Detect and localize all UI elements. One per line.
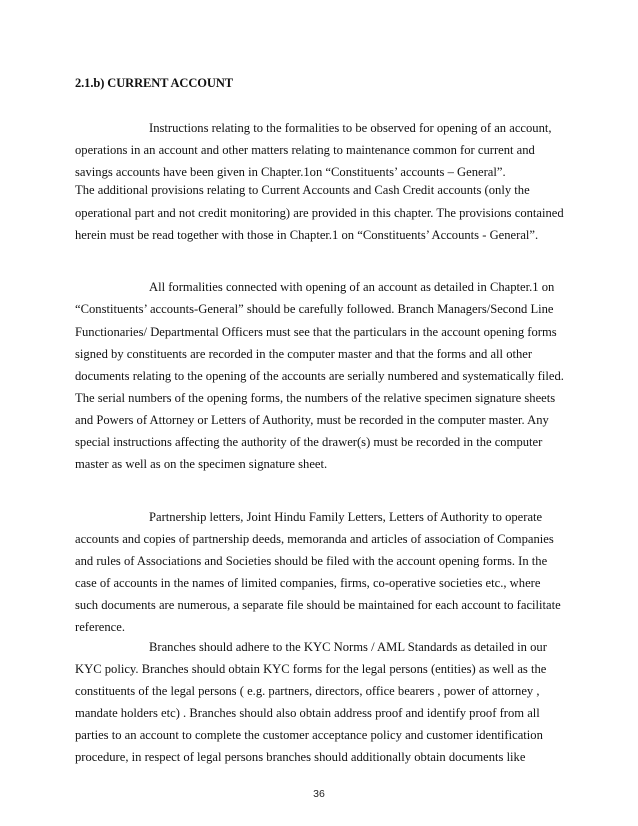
paragraph-line: The serial numbers of the opening forms, the numbers of the relative specimen signature sheets xyxy=(75,391,556,405)
paragraph-line: All formalities connected with opening of an account as detailed in Chapter.1 on xyxy=(149,280,555,294)
paragraph-line: case of accounts in the names of limited companies, firms, co-operative societies etc., where xyxy=(75,576,541,590)
page-number: 36 xyxy=(313,788,325,800)
paragraph-line: herein must be read together with those in Chapter.1 on “Constituents’ Accounts - General”. xyxy=(75,228,539,242)
paragraph-line: The additional provisions relating to Current Accounts and Cash Credit accounts (only the xyxy=(75,183,530,197)
paragraph-line: parties to an account to complete the customer acceptance policy and customer identification xyxy=(75,728,543,742)
paragraph-line: mandate holders etc) . Branches should also obtain address proof and identify proof from all xyxy=(75,706,540,720)
paragraph-line: procedure, in respect of legal persons branches should additionally obtain documents like xyxy=(75,750,526,764)
paragraph-line: “Constituents’ accounts-General” should be carefully followed. Branch Managers/Second Line xyxy=(75,302,554,316)
paragraph-line: operational part and not credit monitoring) are provided in this chapter. The provisions contained xyxy=(75,206,564,220)
paragraph-line: Partnership letters, Joint Hindu Family Letters, Letters of Authority to operate xyxy=(149,510,543,524)
paragraph-line: accounts and copies of partnership deeds, memoranda and articles of association of Companies xyxy=(75,532,554,546)
paragraph-line: documents relating to the opening of the accounts are serially numbered and systematically filed. xyxy=(75,369,564,383)
paragraph-line: Functionaries/ Departmental Officers must see that the particulars in the account opening forms xyxy=(75,325,557,339)
paragraph-line: such documents are numerous, a separate file should be maintained for each account to facilitate xyxy=(75,598,561,612)
paragraph-line: Instructions relating to the formalities to be observed for opening of an account, xyxy=(149,121,552,135)
paragraph-line: special instructions affecting the authority of the drawer(s) must be recorded in the computer xyxy=(75,435,543,449)
paragraph-line: signed by constituents are recorded in the computer master and that the forms and all other xyxy=(75,347,533,361)
paragraph-line: and rules of Associations and Societies should be filed with the account opening forms. In the xyxy=(75,554,548,568)
section-heading: 2.1.b) CURRENT ACCOUNT xyxy=(75,76,234,90)
paragraph-line: reference. xyxy=(75,620,125,634)
paragraph-line: operations in an account and other matters relating to maintenance common for current and xyxy=(75,143,535,157)
paragraph-line: Branches should adhere to the KYC Norms / AML Standards as detailed in our xyxy=(149,640,547,654)
paragraph-line: KYC policy. Branches should obtain KYC forms for the legal persons (entities) as well as the xyxy=(75,662,547,676)
paragraph-line: master as well as on the specimen signature sheet. xyxy=(75,457,328,471)
paragraph-line: constituents of the legal persons ( e.g. partners, directors, office bearers , power of attorney , xyxy=(75,684,540,698)
paragraph-line: savings accounts have been given in Chapter.1on “Constituents’ accounts – General”. xyxy=(75,165,506,179)
paragraph-line: and Powers of Attorney or Letters of Authority, must be recorded in the computer master. Any xyxy=(75,413,549,427)
